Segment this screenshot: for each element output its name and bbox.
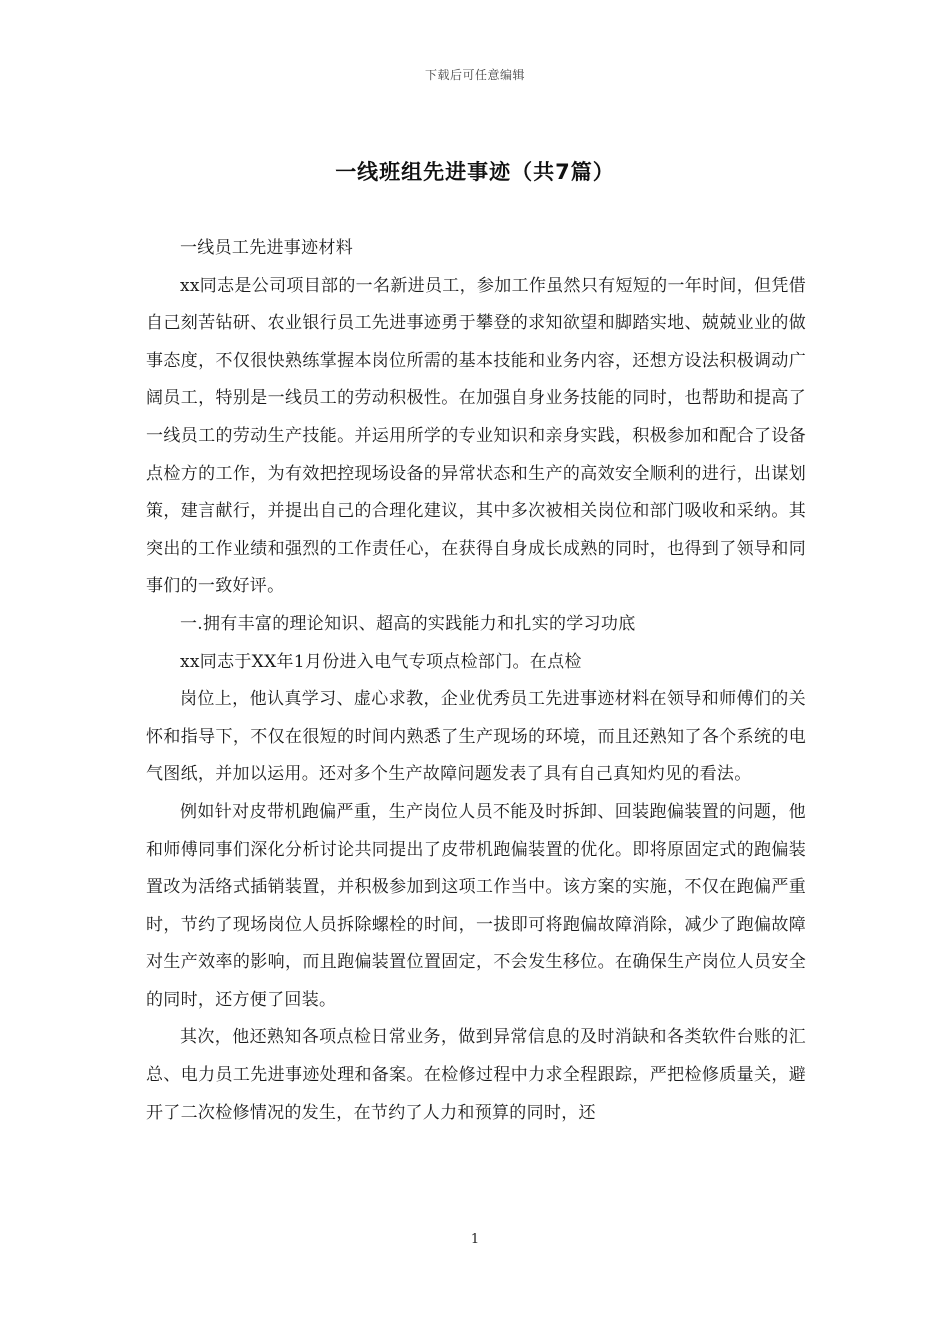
document-title: 一线班组先进事迹（共7篇）: [335, 160, 615, 184]
paragraph: 例如针对皮带机跑偏严重，生产岗位人员不能及时拆卸、回装跑偏装置的问题，他和师傅同事们深化分析讨论共同提出了皮带机跑偏装置的优化。即将原固定式的跑偏装置改为活络式插销装置，并积极参加到这项工作当中。该方案的实施，不仅在跑偏严重时，节约了现场岗位人员拆除螺栓的时间，一拔即可将跑偏故障消除，减少了跑偏故障对生产效率的影响，而且跑偏装置位置固定，不会发生移位。在确保生产岗位人员安全的同时，还方便了回装。: [146, 801, 806, 1010]
page-number: 1: [470, 1232, 480, 1247]
paragraph: xx同志于XX年1月份进入电气专项点检部门。在点检: [180, 651, 582, 672]
paragraph-heading: 一线员工先进事迹材料: [180, 238, 353, 258]
page-header-note: 下载后可任意编辑: [424, 68, 525, 82]
section-heading: 一.拥有丰富的理论知识、超高的实践能力和扎实的学习功底: [180, 613, 636, 634]
paragraph: 其次，他还熟知各项点检日常业务，做到异常信息的及时消缺和各类软件台账的汇总、电力员工先进事迹处理和备案。在检修过程中力求全程跟踪，严把检修质量关，避开了二次检修情况的发生，在节约了人力和预算的同时，还: [146, 1027, 806, 1123]
paragraph: xx同志是公司项目部的一名新进员工，参加工作虽然只有短短的一年时间，但凭借自己刻苦钻研、农业银行员工先进事迹勇于攀登的求知欲望和脚踏实地、兢兢业业的做事态度，不仅很快熟练掌握本岗位所需的基本技能和业务内容，还想方设法积极调动广阔员工，特别是一线员工的劳动积极性。在加强自身业务技能的同时，也帮助和提高了一线员工的劳动生产技能。并运用所学的专业知识和亲身实践，积极参加和配合了设备点检方的工作，为有效把控现场设备的异常状态和生产的高效安全顺利的进行，出谋划策，建言献行，并提出自己的合理化建议，其中多次被相关岗位和部门吸收和采纳。其突出的工作业绩和强烈的工作责任心，在获得自身成长成熟的同时，也得到了领导和同事们的一致好评。: [146, 275, 806, 597]
paragraph: 岗位上，他认真学习、虚心求教，企业优秀员工先进事迹材料在领导和师傅们的关怀和指导下，不仅在很短的时间内熟悉了生产现场的环境，而且还熟知了各个系统的电气图纸，并加以运用。还对多个生产故障问题发表了具有自己真知灼见的看法。: [146, 689, 806, 785]
document-body: [146, 230, 806, 1132]
